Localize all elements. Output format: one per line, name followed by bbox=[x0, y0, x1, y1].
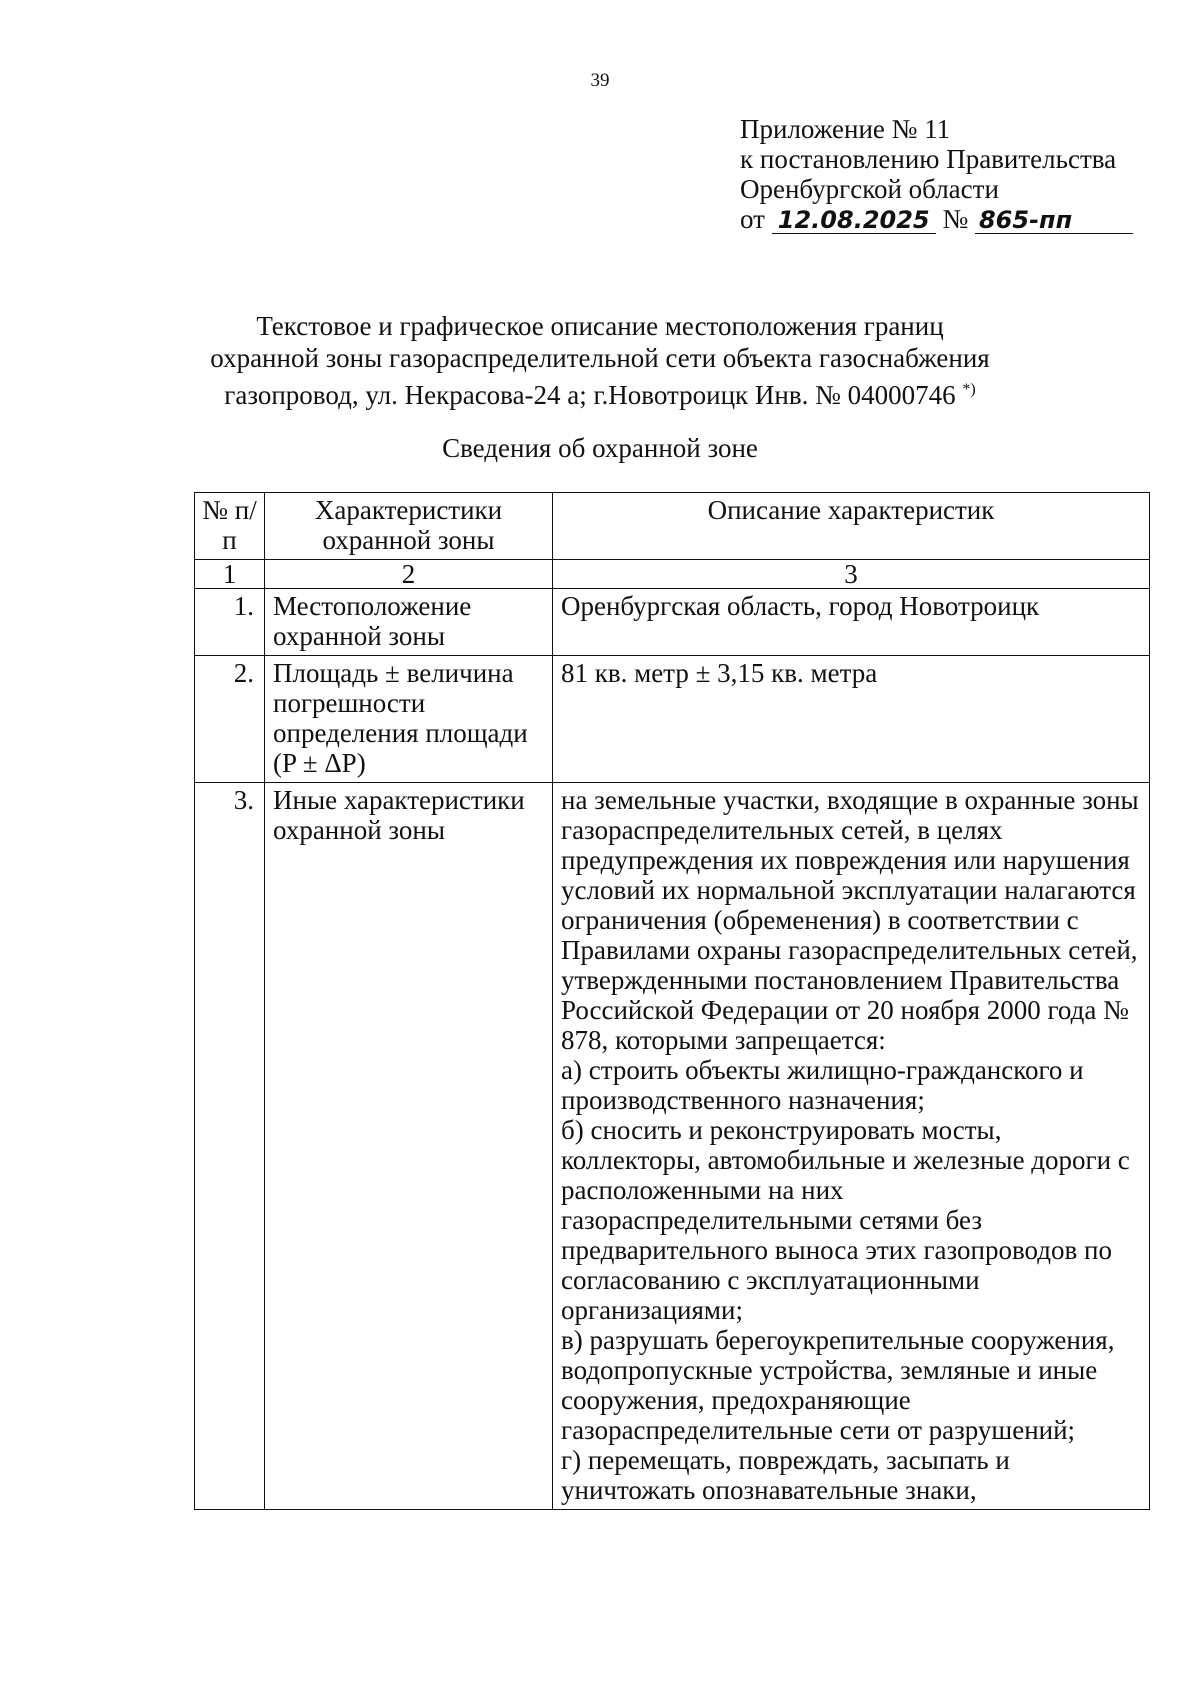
description-paragraph: Оренбургская область, город Новотроицк bbox=[561, 591, 1040, 621]
column-number: 2 bbox=[265, 560, 553, 589]
title-line-2: охранной зоны газораспределительной сети объекта газоснабжения bbox=[210, 343, 990, 373]
row-characteristic: Иные характеристики охранной зоны bbox=[265, 783, 553, 1510]
title-line-3-text: газопровод, ул. Некрасова-24 а; г.Новотроицк Инв. № 04000746 bbox=[224, 380, 956, 410]
row-number: 3. bbox=[195, 783, 265, 1510]
page-number: 39 bbox=[590, 70, 610, 91]
description-paragraph: в) разрушать берегоукрепительные сооружения, водопропускные устройства, земляные и иные сооружения, предохраняющие газораспределительные сети от разрушений; bbox=[561, 1325, 1115, 1445]
appendix-date-line bbox=[740, 204, 1133, 234]
description-paragraph: 81 кв. метр ± 3,15 кв. метра bbox=[561, 658, 878, 688]
document-title bbox=[0, 310, 1200, 411]
header-num: № п/п bbox=[195, 493, 265, 560]
column-number: 3 bbox=[553, 560, 1150, 589]
appendix-line-2: к постановлению Правительства bbox=[740, 144, 1117, 174]
description-paragraph: на земельные участки, входящие в охранные зоны газораспределительных сетей, в целях предупреждения их повреждения или нарушения условий их нормальной эксплуатации налагаются ограничения (обременения) в соответствии с Правилами охраны газораспределительных сетей, утвержденными постановлением Правительства Российской Федерации от 20 ноября 2000 года № 878, которыми запрещается: bbox=[561, 785, 1139, 1055]
from-prefix: от bbox=[740, 204, 765, 234]
title-line-1: Текстовое и графическое описание местоположения границ bbox=[256, 311, 944, 341]
description-paragraph: б) сносить и реконструировать мосты, коллекторы, автомобильные и железные дороги с расположенными на них газораспределительными сетями без предварительного выноса этих газопроводов по согласованию с эксплуатационными организациями; bbox=[561, 1115, 1130, 1325]
title-line-3 bbox=[0, 374, 1200, 411]
column-number-row bbox=[195, 560, 1150, 589]
handwritten-number: 865-пп bbox=[975, 207, 1133, 234]
row-number: 2. bbox=[195, 656, 265, 783]
footnote-mark: *) bbox=[962, 381, 976, 398]
handwritten-date: 12.08.2025 bbox=[772, 207, 936, 234]
table-row bbox=[195, 656, 1150, 783]
row-description bbox=[553, 656, 1150, 783]
table-row bbox=[195, 783, 1150, 1510]
table-row bbox=[195, 589, 1150, 656]
row-characteristic: Площадь ± величина погрешности определения площади (P ± ΔP) bbox=[265, 656, 553, 783]
appendix-line-3: Оренбургской области bbox=[740, 174, 999, 204]
description-paragraph: г) перемещать, повреждать, засыпать и уничтожать опознавательные знаки, bbox=[561, 1445, 1010, 1505]
row-number: 1. bbox=[195, 589, 265, 656]
number-sign: № bbox=[942, 204, 969, 234]
row-description bbox=[553, 783, 1150, 1510]
header-description: Описание характеристик bbox=[553, 493, 1150, 560]
appendix-line-1: Приложение № 11 bbox=[740, 114, 951, 144]
section-subtitle: Сведения об охранной зоне bbox=[442, 433, 758, 463]
row-description bbox=[553, 589, 1150, 656]
column-number: 1 bbox=[195, 560, 265, 589]
description-paragraph: а) строить объекты жилищно-гражданского и производственного назначения; bbox=[561, 1055, 1084, 1115]
row-characteristic: Местоположение охранной зоны bbox=[265, 589, 553, 656]
protection-zone-table bbox=[194, 492, 1150, 1510]
header-characteristic: Характеристики охранной зоны bbox=[265, 493, 553, 560]
appendix-block bbox=[740, 114, 1133, 234]
table-header-row bbox=[195, 493, 1150, 560]
